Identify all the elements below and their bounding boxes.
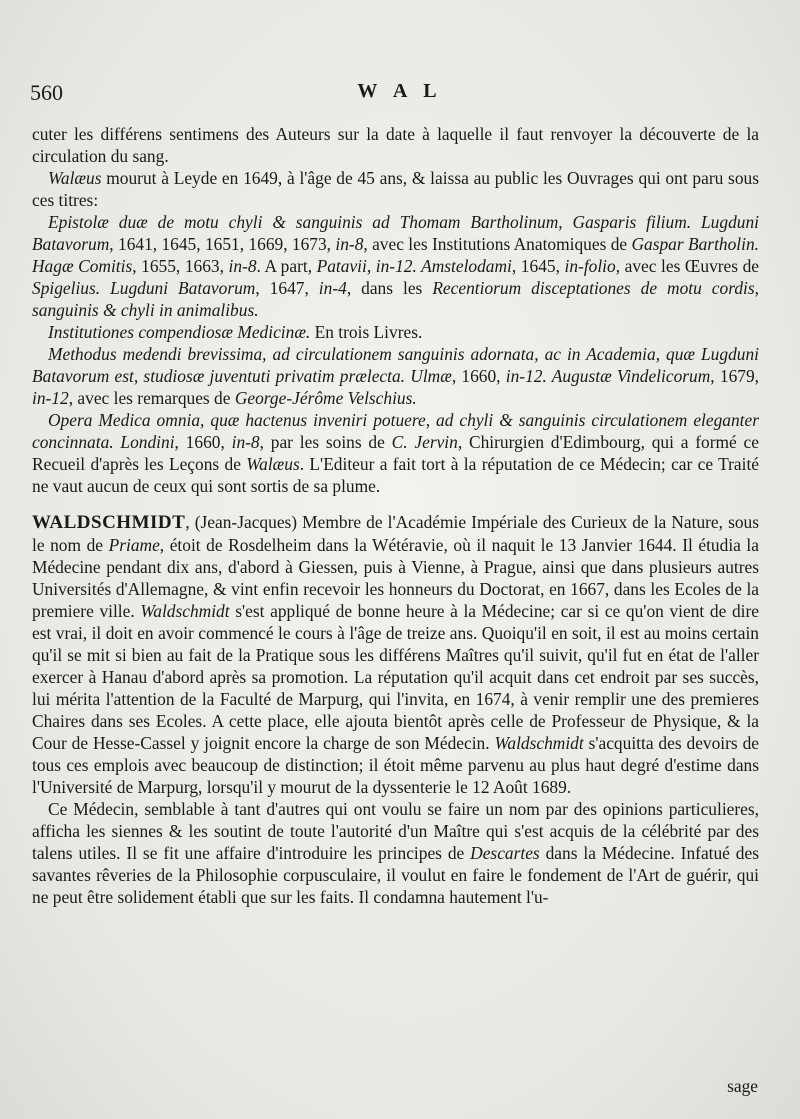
format: in-12. Augustæ Vindelicorum [505,366,711,386]
page-header [30,80,770,106]
entry-waldschmidt [32,511,759,908]
text-span: , (Jean-Jacques) Membre de l'Académie Impériale des Curieux de la Nature, sous le nom de [32,512,759,555]
format: in-12. Amstelodami [375,256,512,276]
format: in-4 [318,278,347,298]
text-span: , Chirurgien d'Edimbourg, qui a formé ce Recueil d'après les Leçons de [32,432,759,474]
text-span: cuter les différens sentimens des Auteurs sur la date à laquelle il faut renvoyer la découverte de la circulation du sang. [32,124,759,166]
text-span: , 1655, 1663, [132,256,229,276]
text-span: , 1641, 1645, 1651, 1669, 1673, [109,234,336,254]
paragraph [32,511,759,798]
work-title: Methodus medendi brevissima, ad circulationem sanguinis adornata, ac in Academia, quæ Lugduni Batavorum est, studiosæ juventuti privatim prælecta. Ulmæ [32,344,759,386]
text-body [32,123,759,908]
text-span: Ce Médecin, semblable à tant d'autres qui ont voulu se faire un nom par des opinions particulieres, afficha les siennes & les soutint de toute l'autorité d'un Maître qui s'est acquis de la célébrité par des talens utiles. Il se fit une affaire d'introduire les principes de [32,799,759,863]
editor-name: C. Jervin [391,432,458,452]
editor-name: George-Jérôme Velschius. [234,388,417,408]
author-name: Waldschmidt [140,601,230,621]
text-span: En trois Livres. [310,322,423,342]
running-head: W A L [357,80,443,102]
format: in-8 [335,234,364,254]
text-span: s'est appliqué de bonne heure à la Médecine; car si ce qu'on vient de dire est vrai, il doit en avoir commencé le cours à l'âge de treize ans. Quoiqu'il en soit, il est au moins certain qu'il se mit si bien au fait de la Pratique sous les différens Maîtres qu'il suivit, qu'il fut en état de l'aller exercer à Hanau d'abord après sa promotion. La réputation qu'il acquit dans cet endroit par ses succès, lui mérita l'attention de la Faculté de Marpurg, qui l'invita, en 1674, à venir remplir une des premieres Chaires dans ses Ecoles. A cette place, elle ajouta bientôt après celle de Professeur de Physique, & la Cour de Hesse-Cassel y joignit encore la charge de son Médecin. [32,601,760,753]
text-span: , avec les Œuvres de [615,256,760,276]
text-span: , 1660, [174,432,232,452]
work-title: Epistolæ duæ de motu chyli & sanguinis ad Thomam Bartholinum, Gasparis filium. Lugduni Batavorum [32,212,759,254]
entry-waleus [32,123,759,497]
text-span: . A part, [256,256,317,276]
academy-name: Priame [108,535,160,555]
text-span: , avec les remarques de [68,388,235,408]
catchword: sage [727,1076,758,1096]
text-span: dans la Médecine. Infatué des savantes rêveries de la Philosophie corpusculaire, il voulut en faire le fondement de l'Art de guérir, qui ne peut être solidement établi que sur les faits. Il condamna hautement l'u- [32,843,759,907]
text-span: , 1645, [511,256,565,276]
work-title: Gaspar Bartholin. Hagæ Comitis [32,234,759,276]
bibliography-item [32,343,759,409]
author-name: Walæus [48,168,102,188]
work-title: Spigelius. Lugduni Batavorum [32,278,256,298]
format: in-8 [228,256,257,276]
work-title: Institutiones compendiosæ Medicinæ. [48,322,311,342]
place: Patavii [316,256,367,276]
text-span: . L'Editeur a fait tort à la réputation de ce Médecin; car ce Traité ne vaut aucun de ceux qui sont sortis de sa plume. [32,454,759,496]
entry-separator [32,497,759,511]
paragraph [32,123,759,167]
text-span: , 1660, [451,366,506,386]
text-span: , dans les [346,278,433,298]
entry-headword: WALDSCHMIDT [32,512,186,533]
paragraph [32,167,759,211]
text-span: , étoit de Rosdelheim dans la Wétéravie, où il naquit le 13 Janvier 1644. Il étudia la Médecine pendant dix ans, d'abord à Giessen, puis à Vienne, à Prague, ainsi que dans plusieurs autres Universités d'Allemagne, & vint enfin recevoir les honneurs du Doctorat, en 1667, dans les Ecoles de la premiere ville. [32,535,759,621]
bibliography-item [32,211,759,321]
author-name: Waldschmidt [494,733,584,753]
paragraph [32,798,759,908]
text-span: s'acquitta des devoirs de tous ces emplois avec beaucoup de distinction; il étoit même parvenu au plus haut degré d'estime dans l'Université de Marpurg, lorsqu'il y mourut de la dyssenterie le 12 Août 1689. [32,733,759,797]
format: in-8 [231,432,260,452]
format: in-12 [32,388,69,408]
page-number: 560 [30,80,63,105]
text-span: , [366,256,376,276]
work-title: Recentiorum disceptationes de motu cordis, sanguinis & chyli in animalibus. [32,278,759,320]
author-name: Walæus [246,454,300,474]
text-span: , 1647, [255,278,319,298]
work-title: Opera Medica omnia, quæ hactenus inveniri potuere, ad chyli & sanguinis circulationem eleganter concinnata. Londini [32,410,759,452]
text-span: , par les soins de [259,432,392,452]
text-span: , avec les Institutions Anatomiques de [363,234,632,254]
bibliography-item [32,321,759,343]
format: in-folio [564,256,616,276]
philosopher-name: Descartes [470,843,540,863]
text-span: , 1679, [710,366,760,386]
text-span: mourut à Leyde en 1649, à l'âge de 45 ans, & laissa au public les Ouvrages qui ont paru sous ces titres: [32,168,759,210]
bibliography-item [32,409,759,497]
